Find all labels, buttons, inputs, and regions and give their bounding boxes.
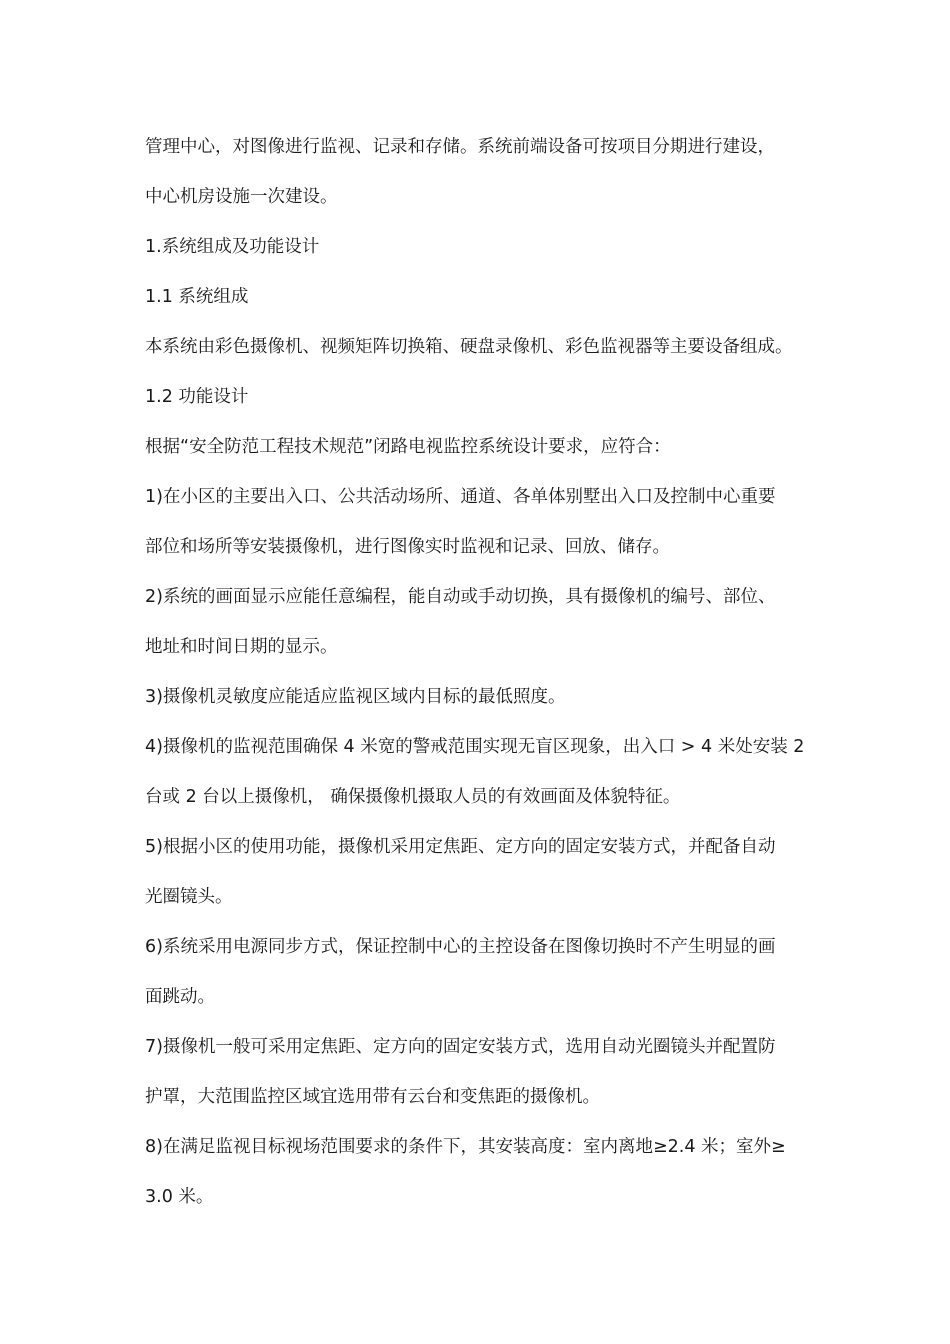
list-item: 4)摄像机的监视范围确保 4 米宽的警戒范围实现无盲区现象，出入口 > 4 米处安装 2: [145, 737, 805, 757]
text-line: 本系统由彩色摄像机、视频矩阵切换箱、硬盘录像机、彩色监视器等主要设备组成。: [145, 337, 793, 357]
list-item: 7)摄像机一般可采用定焦距、定方向的固定安装方式，选用自动光圈镜头并配置防: [145, 1037, 776, 1057]
text-line: 面跳动。: [145, 987, 215, 1007]
text-line: 护罩，大范围监控区域宜选用带有云台和变焦距的摄像机。: [145, 1087, 600, 1107]
document-body: [145, 122, 807, 1222]
list-item: 6)系统采用电源同步方式，保证控制中心的主控设备在图像切换时不产生明显的画: [145, 937, 776, 957]
text-line: 根据“安全防范工程技术规范”闭路电视监控系统设计要求，应符合：: [145, 437, 671, 457]
section-heading: 1.系统组成及功能设计: [145, 237, 320, 257]
text-line: 台或 2 台以上摄像机， 确保摄像机摄取人员的有效画面及体貌特征。: [145, 787, 681, 807]
text-line: 管理中心，对图像进行监视、记录和存储。系统前端设备可按项目分期进行建设，: [145, 137, 775, 157]
list-item: 8)在满足监视目标视场范围要求的条件下，其安装高度：室内离地≥2.4 米；室外≥: [145, 1137, 786, 1157]
text-line: 3.0 米。: [145, 1187, 214, 1207]
text-line: 部位和场所等安装摄像机，进行图像实时监视和记录、回放、储存。: [145, 537, 670, 557]
text-line: 地址和时间日期的显示。: [145, 637, 338, 657]
list-item: 3)摄像机灵敏度应能适应监视区域内目标的最低照度。: [145, 687, 566, 707]
subsection-heading: 1.2 功能设计: [145, 387, 249, 407]
subsection-heading: 1.1 系统组成: [145, 287, 249, 307]
text-line: 光圈镜头。: [145, 887, 233, 907]
list-item: 5)根据小区的使用功能，摄像机采用定焦距、定方向的固定安装方式，并配备自动: [145, 837, 776, 857]
text-line: 中心机房设施一次建设。: [145, 187, 338, 207]
list-item: 1)在小区的主要出入口、公共活动场所、通道、各单体别墅出入口及控制中心重要: [145, 487, 776, 507]
list-item: 2)系统的画面显示应能任意编程，能自动或手动切换，具有摄像机的编号、部位、: [145, 587, 776, 607]
